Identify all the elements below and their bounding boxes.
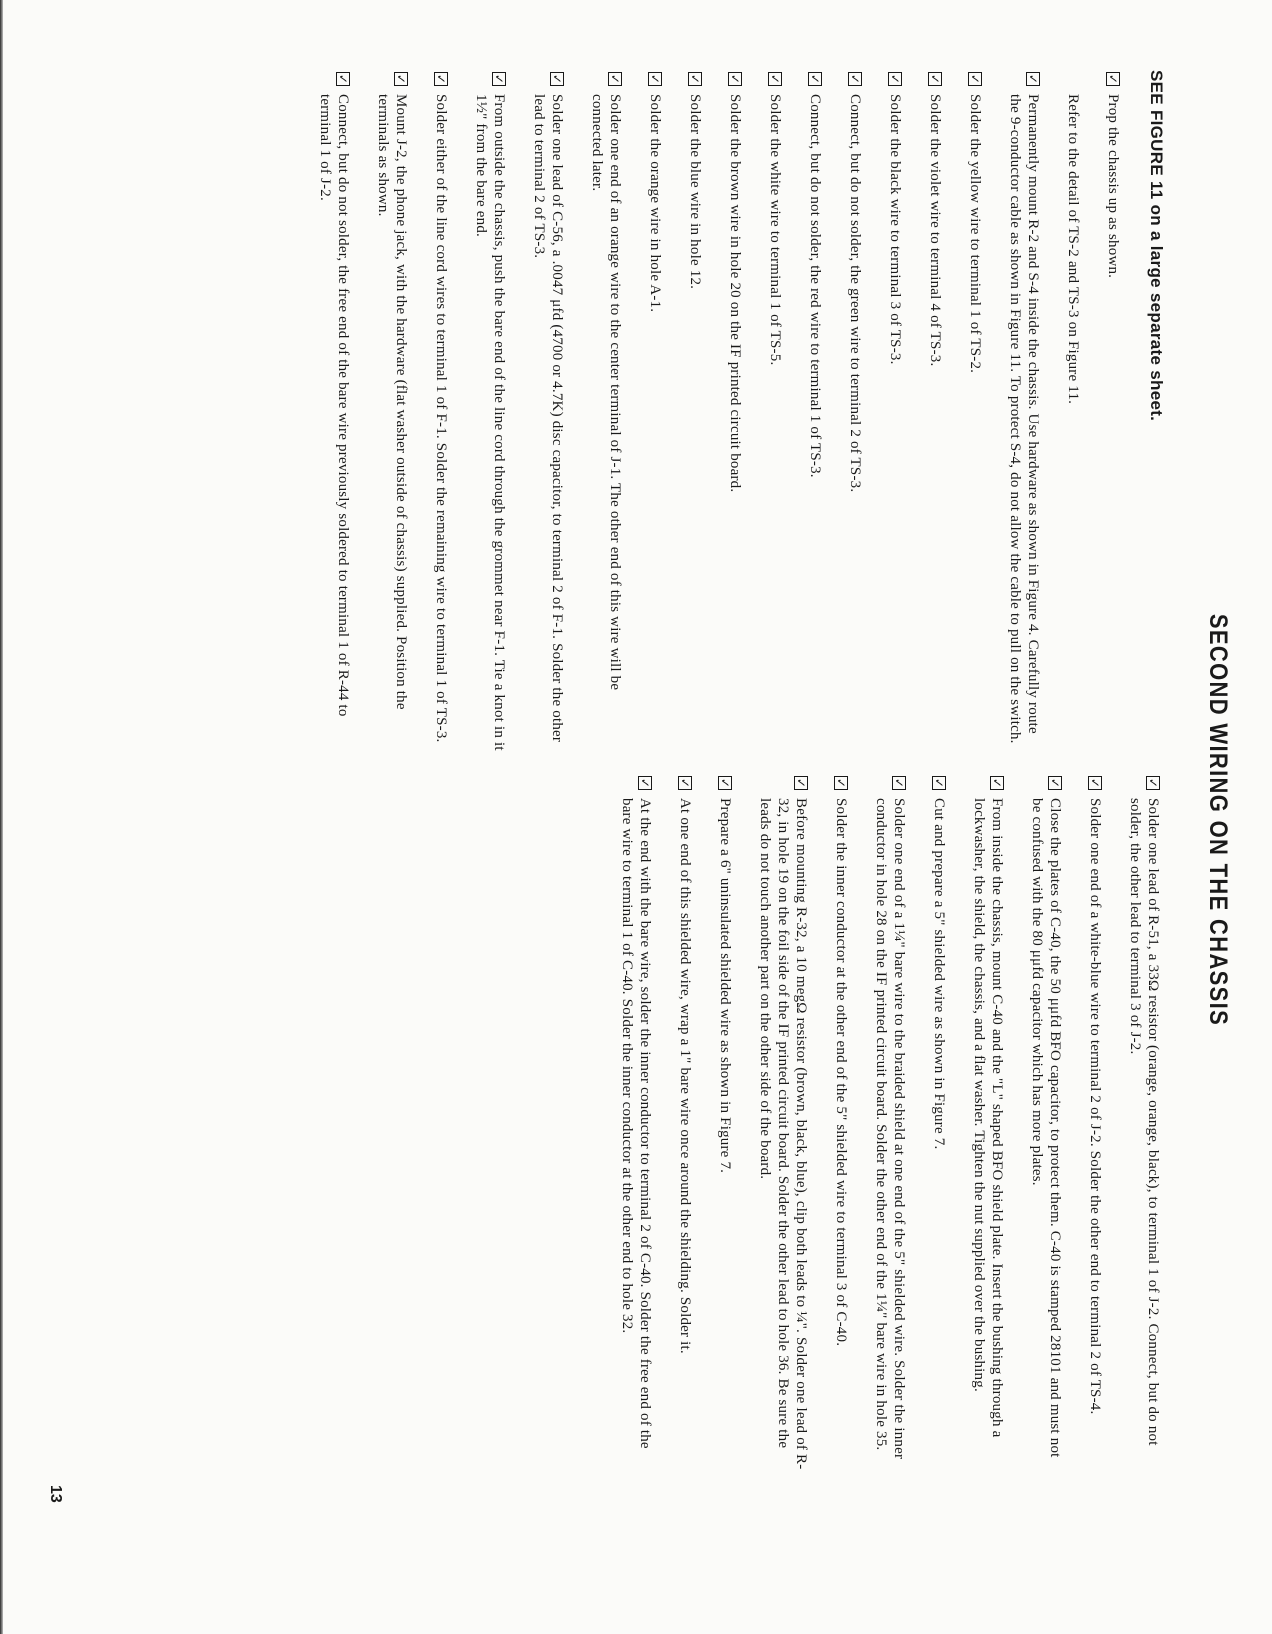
checkmark-icon: ✓ (728, 73, 742, 85)
instruction-step (686, 72, 704, 752)
checkmark-icon: ✓ (678, 777, 692, 789)
step-checkbox[interactable] (1106, 72, 1120, 86)
step-checkbox[interactable] (550, 72, 564, 86)
instruction-step (832, 776, 850, 1476)
checkmark-icon: ✓ (968, 73, 982, 85)
step-text: Solder the brown wire in hole 20 on the IF printed circuit board. (727, 94, 743, 493)
instruction-step (1028, 776, 1064, 1476)
step-text: Solder one end of an orange wire to the center terminal of J-1. The other end of this wire will be connected later. (589, 94, 623, 691)
step-text: At the end with the bare wire, solder the inner conductor to terminal 2 of C-40. Solder the free end of the bare wire to terminal 1 of C-40. Solder the inner conductor at the other end to hole 32. (619, 798, 653, 1449)
checkmark-icon: ✓ (888, 73, 902, 85)
step-checkbox[interactable] (888, 72, 902, 86)
checkmark-icon: ✓ (1088, 777, 1102, 789)
checkmark-icon: ✓ (718, 777, 732, 789)
step-text: Mount J-2, the phone jack, with the hardware (flat washer outside of chassis) supplied. Position the terminals as shown. (375, 94, 409, 710)
step-text: Solder the blue wire in hole 12. (687, 94, 703, 290)
checkmark-icon: ✓ (794, 777, 808, 789)
step-checkbox[interactable] (794, 776, 808, 790)
instruction-step (374, 72, 410, 752)
instruction-step (846, 72, 864, 752)
step-text: Refer to the detail of TS-2 and TS-3 on Figure 11. (1065, 94, 1081, 405)
instruction-step (926, 72, 944, 752)
step-text: Connect, but do not solder, the red wire to terminal 1 of TS-3. (807, 94, 823, 478)
step-checkbox[interactable] (728, 72, 742, 86)
step-text: Close the plates of C-40, the 50 μμfd BFO capacitor, to protect them. C-40 is stamped 28101 and must not be confused with the 80 μμfd capacitor which has more plates. (1029, 798, 1063, 1458)
checkmark-icon: ✓ (768, 73, 782, 85)
right-column (596, 776, 1162, 1476)
step-text: Solder the yellow wire to terminal 1 of TS-2. (967, 94, 983, 374)
step-checkbox[interactable] (1088, 776, 1102, 790)
step-checkbox[interactable] (648, 72, 662, 86)
checkmark-icon: ✓ (834, 777, 848, 789)
step-checkbox[interactable] (678, 776, 692, 790)
step-checkbox[interactable] (336, 72, 350, 86)
instruction-step (1086, 776, 1104, 1476)
step-text: Solder the white wire to terminal 1 of TS-5. (767, 94, 783, 366)
instruction-step (530, 72, 566, 752)
instruction-step (1126, 776, 1162, 1476)
checkmark-icon: ✓ (434, 73, 448, 85)
left-column (294, 72, 1122, 752)
step-checkbox[interactable] (492, 72, 506, 86)
instruction-step (646, 72, 664, 752)
step-text: Prop the chassis up as shown. (1105, 94, 1121, 279)
checkmark-icon: ✓ (336, 73, 350, 85)
page-number: 13 (47, 1485, 64, 1503)
checkmark-icon: ✓ (648, 73, 662, 85)
checkmark-icon: ✓ (892, 777, 906, 789)
instruction-step (766, 72, 784, 752)
step-text: Cut and prepare a 5" shielded wire as shown in Figure 7. (931, 798, 947, 1150)
instruction-step (966, 72, 984, 752)
step-checkbox[interactable] (928, 72, 942, 86)
instruction-step (872, 776, 908, 1476)
step-checkbox[interactable] (638, 776, 652, 790)
step-checkbox[interactable] (394, 72, 408, 86)
step-text: Solder one lead of R-51, a 33Ω resistor (orange, orange, black), to terminal 1 of J-2. Connect, but do not solder, the other lead to terminal 3 of J-2. (1127, 798, 1161, 1446)
step-checkbox[interactable] (608, 72, 622, 86)
instruction-step (726, 72, 744, 752)
step-checkbox[interactable] (834, 776, 848, 790)
instruction-step (618, 776, 654, 1476)
instruction-step (930, 776, 948, 1476)
step-checkbox[interactable] (932, 776, 946, 790)
checkmark-icon: ✓ (550, 73, 564, 85)
step-checkbox[interactable] (968, 72, 982, 86)
step-text: From outside the chassis, push the bare end of the line cord through the grommet near F-1. Tie a knot in it 1½" from the bare end. (473, 94, 507, 751)
checkmark-icon: ✓ (638, 777, 652, 789)
step-checkbox[interactable] (1048, 776, 1062, 790)
step-checkbox[interactable] (434, 72, 448, 86)
instruction-step (756, 776, 810, 1476)
instruction-step (472, 72, 508, 752)
instruction-step (1064, 72, 1082, 752)
checkmark-icon: ✓ (688, 73, 702, 85)
checkmark-icon: ✓ (1146, 777, 1160, 789)
instruction-step (1104, 72, 1122, 752)
checkmark-icon: ✓ (1106, 73, 1120, 85)
instruction-step (1006, 72, 1042, 752)
step-checkbox[interactable] (848, 72, 862, 86)
step-text: Solder one end of a white-blue wire to terminal 2 of J-2. Solder the other end to terminal 2 of TS-4. (1087, 798, 1103, 1415)
step-checkbox[interactable] (1026, 72, 1040, 86)
checkmark-icon: ✓ (492, 73, 506, 85)
step-checkbox[interactable] (892, 776, 906, 790)
step-text: Solder the violet wire to terminal 4 of TS-3. (927, 94, 943, 367)
step-checkbox[interactable] (808, 72, 822, 86)
step-text: Solder either of the line cord wires to terminal 1 of F-1. Solder the remaining wire to terminal 1 of TS-3. (433, 94, 449, 743)
step-checkbox[interactable] (688, 72, 702, 86)
step-checkbox[interactable] (990, 776, 1004, 790)
step-text: Solder the orange wire in hole A-1. (647, 94, 663, 313)
instruction-step (970, 776, 1006, 1476)
step-checkbox[interactable] (768, 72, 782, 86)
checkmark-icon: ✓ (1026, 73, 1040, 85)
step-text: From inside the chassis, mount C-40 and the "L" shaped BFO shield plate. Insert the bushing through a lockwasher, the shield, the chassis, and a flat washer. Tighten the nut supplied over the bushing. (971, 798, 1005, 1438)
step-text: Solder one end of a 1¼" bare wire to the braided shield at one end of the 5" shielded wire. Solder the inner conductor in hole 28 on the IF printed circuit board. Solder the other end of the 1¼" bare wire in hole 35. (873, 798, 907, 1460)
checkmark-icon: ✓ (928, 73, 942, 85)
step-text: Before mounting R-32, a 10 megΩ resistor (brown, black, blue), clip both leads to ¼". Solder one lead of R-32, in hole 19 on the foil side of the IF printed circuit board. Solder the other lead to hole 36. Be sure the leads do not touch another part on the other side of the board. (757, 798, 809, 1470)
checkmark-icon: ✓ (990, 777, 1004, 789)
instruction-step (806, 72, 824, 752)
step-text: At one end of this shielded wire, wrap a 1" bare wire once around the shielding. Solder it. (677, 798, 693, 1354)
instruction-step (316, 72, 352, 752)
step-text: Connect, but do not solder, the free end of the bare wire previously soldered to terminal 1 of R-44 to terminal 1 of J-2. (317, 94, 351, 717)
step-text: Solder one lead of C-56, a .0047 μfd (4700 or 4.7K) disc capacitor, to terminal 2 of F-1. Solder the other lead to terminal 2 of TS-3. (531, 94, 565, 743)
checkmark-icon: ✓ (394, 73, 408, 85)
checkmark-icon: ✓ (1048, 777, 1062, 789)
checkmark-icon: ✓ (608, 73, 622, 85)
checkmark-icon: ✓ (808, 73, 822, 85)
step-text: Prepare a 6" uninsulated shielded wire as shown in Figure 7. (717, 798, 733, 1174)
step-text: Connect, but do not solder, the green wire to terminal 2 of TS-3. (847, 94, 863, 493)
instruction-step (886, 72, 904, 752)
page-title: SECOND WIRING ON THE CHASSIS (1204, 613, 1232, 1027)
instruction-step (432, 72, 450, 752)
step-text: Solder the black wire to terminal 3 of TS-3. (887, 94, 903, 365)
instruction-step (716, 776, 734, 1476)
checkmark-icon: ✓ (848, 73, 862, 85)
step-checkbox[interactable] (718, 776, 732, 790)
see-figure-note: SEE FIGURE 11 on a large separate sheet. (1147, 70, 1166, 422)
instruction-step (588, 72, 624, 752)
step-text: Solder the inner conductor at the other end of the 5" shielded wire to terminal 3 of C-40. (833, 798, 849, 1347)
step-text: Permanently mount R-2 and S-4 inside the chassis. Use hardware as shown in Figure 4. Carefully route the 9-conductor cable as shown in Figure 11. To protect S-4, do not allow the cable to pull on the switch. (1007, 94, 1041, 744)
instruction-step (676, 776, 694, 1476)
step-checkbox[interactable] (1146, 776, 1160, 790)
checkmark-icon: ✓ (932, 777, 946, 789)
